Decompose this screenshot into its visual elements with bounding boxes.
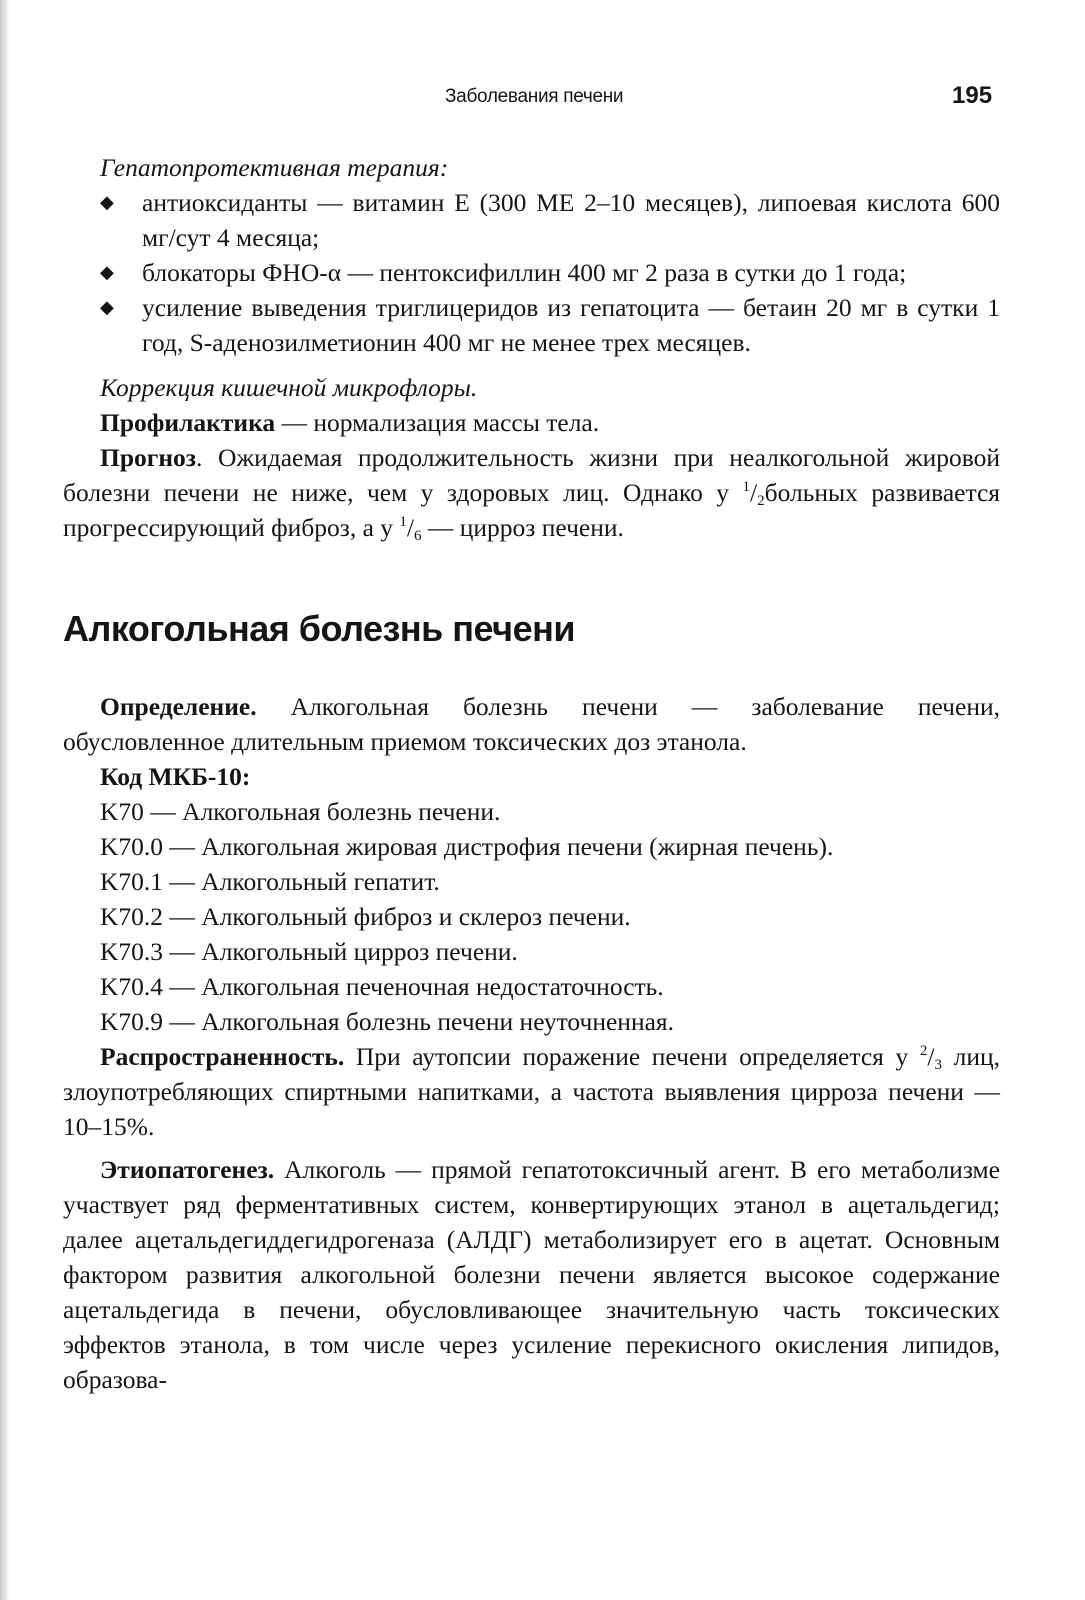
fraction-numerator: 1	[399, 514, 407, 530]
hepatoprotective-list	[63, 185, 1000, 360]
page-spine-shadow	[0, 0, 10, 1600]
running-title: Заболевания печени	[445, 86, 624, 107]
fraction-one-half: $^1/_2$	[742, 478, 765, 509]
list-item-text: блокаторы ФНО-α — пентоксифиллин 400 мг 2 раза в сутки до 1 года;	[142, 258, 907, 287]
icd-code-line: K70.1 — Алкогольный гепатит.	[100, 867, 440, 896]
etiopathogenesis-text: Алкоголь — прямой гепатотоксичный агент. В его метаболизме участвует ряд ферментативных систем, конвертирующих этанол в ацетальдегид; далее ацетальдегиддегидрогеназа (АЛДГ) метаболизирует его в ацетат. Основным фактором развития алкогольной болезни печени является высокое содержание ацетальдегида в печени, обусловливающее значительную часть токсических эффектов этанола, в том числе через усиление перекисного окисления липидов, образова-	[63, 1155, 1000, 1394]
definition-text: Алкогольная болезнь печени — заболевание печени, обусловленное длительным приемом токсических доз этанола.	[63, 692, 1000, 756]
fraction-two-thirds: $^2/_3$	[919, 1042, 942, 1073]
prevalence-paragraph	[63, 1039, 1000, 1144]
fraction-denominator: 6	[414, 528, 422, 544]
list-item-text: антиоксиданты — витамин Е (300 МЕ 2–10 месяцев), липоевая кислота 600 мг/сут 4 месяца;	[142, 188, 1000, 252]
list-item-text: усиление выведения триглицеридов из гепатоцита — бетаин 20 мг в сутки 1 год, S-аденозилметионин 400 мг не менее трех месяцев.	[142, 293, 1000, 357]
section-title: Алкогольная болезнь печени	[63, 608, 575, 649]
page-number: 195	[952, 82, 993, 109]
diamond-bullet-icon: ◆	[100, 262, 114, 282]
icd-label: Код МКБ-10:	[100, 762, 251, 791]
icd-code-line: K70.3 — Алкогольный цирроз печени.	[100, 937, 518, 966]
hepatoprotective-title: Гепатопротективная терапия:	[100, 153, 449, 182]
fraction-one-sixth: $^1/_6$	[399, 513, 422, 544]
etiopathogenesis-label: Этиопатогенез.	[100, 1155, 275, 1184]
page-body	[63, 150, 1000, 1397]
icd-code-line: K70.2 — Алкогольный фиброз и склероз печени.	[100, 902, 631, 931]
prognosis-text-3: — цирроз печени.	[421, 513, 624, 542]
fraction-numerator: 1	[742, 479, 750, 495]
icd-code-line: K70.9 — Алкогольная болезнь печени неуточненная.	[100, 1007, 675, 1036]
icd-code-line: K70.0 — Алкогольная жировая дистрофия печени (жирная печень).	[100, 832, 834, 861]
icd-code-line: K70 — Алкогольная болезнь печени.	[100, 797, 501, 826]
prophylaxis-paragraph	[63, 405, 1000, 440]
list-item	[63, 290, 1000, 360]
prognosis-label: Прогноз	[100, 443, 197, 472]
prognosis-paragraph	[63, 440, 1000, 545]
fraction-denominator: 3	[934, 1057, 942, 1073]
definition-paragraph	[63, 689, 1000, 759]
icd-code-line: K70.4 — Алкогольная печеночная недостаточность.	[100, 972, 664, 1001]
prognosis-text-2: больных развивается прогрессирующий фиброз, а у	[63, 478, 1000, 542]
prevalence-text-2: лиц, злоупотребляющих спиртными напитками, а частота выявления цирроза печени — 10–15%.	[63, 1042, 1000, 1141]
list-item	[63, 255, 1000, 290]
fraction-denominator: 2	[757, 493, 765, 509]
definition-label: Определение.	[100, 692, 257, 721]
microflora-line: Коррекция кишечной микрофлоры.	[100, 373, 478, 402]
prevalence-label: Распространенность.	[100, 1042, 345, 1071]
prevalence-text-1: При аутопсии поражение печени определяется у	[344, 1042, 920, 1071]
prophylaxis-label: Профилактика	[100, 408, 276, 437]
diamond-bullet-icon: ◆	[100, 192, 114, 212]
etiopathogenesis-paragraph	[63, 1152, 1000, 1397]
diamond-bullet-icon: ◆	[100, 297, 114, 317]
list-item	[63, 185, 1000, 255]
prognosis-text-1: . Ожидаемая продолжительность жизни при неалкогольной жировой болезни печени не ниже, чем у здоровых лиц. Однако у	[63, 443, 1000, 507]
prophylaxis-text: — нормализация массы тела.	[275, 408, 600, 437]
fraction-numerator: 2	[919, 1043, 928, 1059]
